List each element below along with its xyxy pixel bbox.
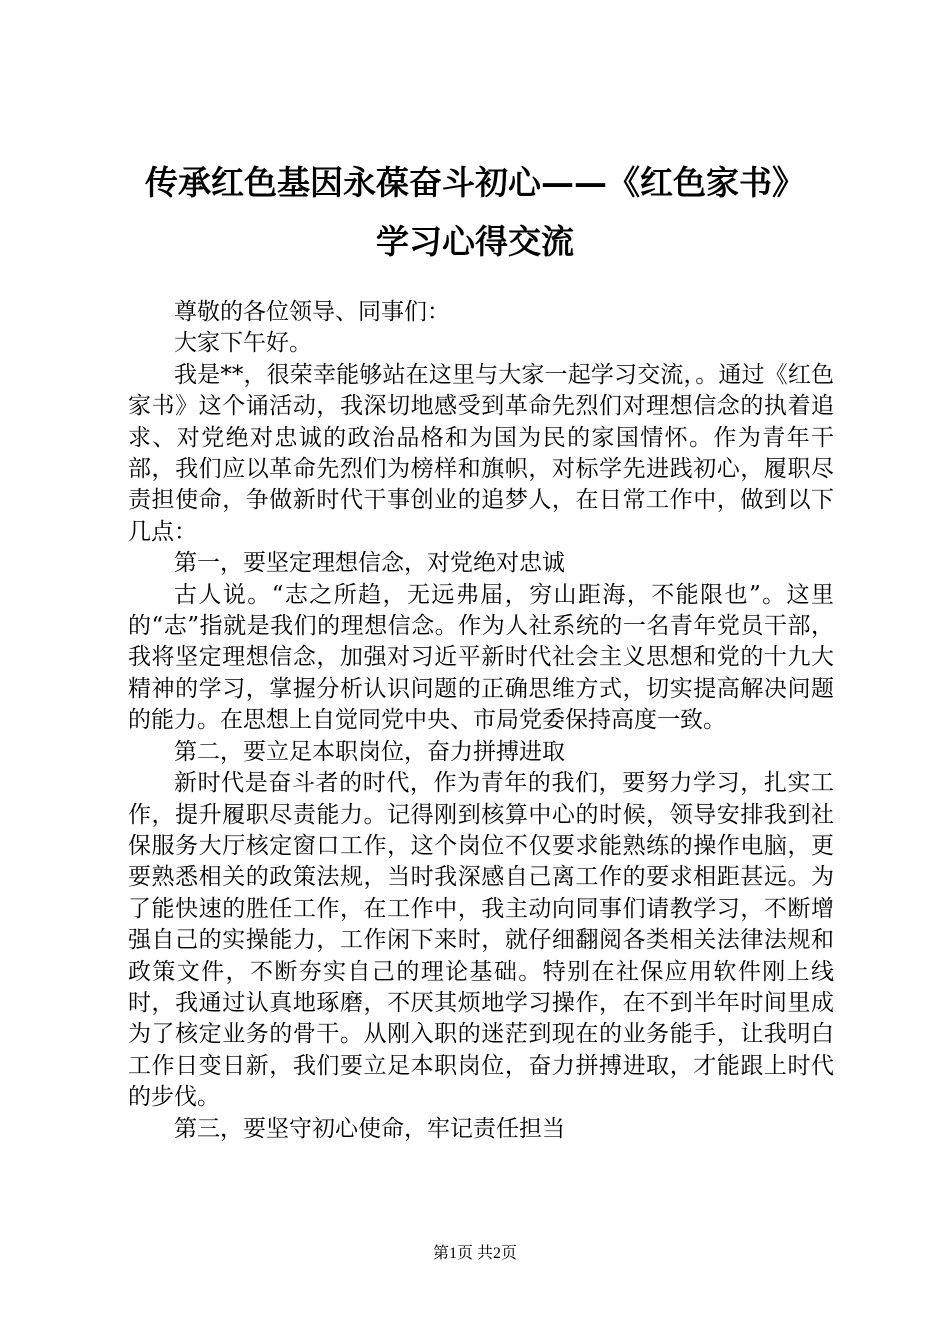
section-heading-1: 第一，要坚定理想信念，对党绝对忠诚 bbox=[174, 550, 565, 577]
document-title-line-2: 学习心得交流 bbox=[376, 222, 574, 261]
document-title-line-1: 传承红色基因永葆奋斗初心——《红色家书》 bbox=[145, 163, 805, 202]
document-body bbox=[128, 297, 834, 1145]
salutation: 尊敬的各位领导、同事们： bbox=[174, 299, 450, 325]
intro-paragraph: 我是**，很荣幸能够站在这里与大家一起学习交流，。通过《红色家书》这个诵活动，我深切地感受到革命先烈们对理想信念的执着追求、对党绝对忠诚的政治品格和为国为民的家国情怀。作为青年干部，我们应以革命先烈们为榜样和旗帜，对标学先进践初心，履职尽责担使命，争做新时代干事创业的追梦人，在日常工作中，做到以下几点： bbox=[128, 361, 834, 545]
section-heading-2: 第二，要立足本职岗位，奋力拼搏进取 bbox=[174, 738, 565, 765]
section-paragraph-2: 新时代是奋斗者的时代，作为青年的我们，要努力学习，扎实工作，提升履职尽责能力。记得刚到核算中心的时候，领导安排我到社保服务大厅核定窗口工作，这个岗位不仅要求能熟练的操作电脑，更要熟悉相关的政策法规，当时我深感自己离工作的要求相距甚远。为了能快速的胜任工作，在工作中，我主动向同事们请教学习，不断增强自己的实操能力，工作闲下来时，就仔细翻阅各类相关法律法规和政策文件，不断夯实自己的理论基础。特别在社保应用软件刚上线时，我通过认真地琢磨，不厌其烦地学习操作，在不到半年时间里成为了核定业务的骨干。从刚入职的迷茫到现在的业务能手，让我明白工作日变日新，我们要立足本职岗位，奋力拼搏进取，才能跟上时代的步伐。 bbox=[128, 770, 834, 1111]
section-heading-3: 第三，要坚守初心使命，牢记责任担当 bbox=[174, 1115, 565, 1142]
page-footer: 第1页 共2页 bbox=[432, 1245, 517, 1262]
greeting: 大家下午好。 bbox=[174, 330, 312, 357]
section-paragraph-1: 古人说。“志之所趋，无远弗届，穷山距海，不能限也”。这里的“志”指就是我们的理想信念。作为人社系统的一名青年党员干部，我将坚定理想信念，加强对习近平新时代社会主义思想和党的十九大精神的学习，掌握分析认识问题的正确思维方式，切实提高解决问题的能力。在思想上自觉同党中央、市局党委保持高度一致。 bbox=[128, 581, 834, 734]
